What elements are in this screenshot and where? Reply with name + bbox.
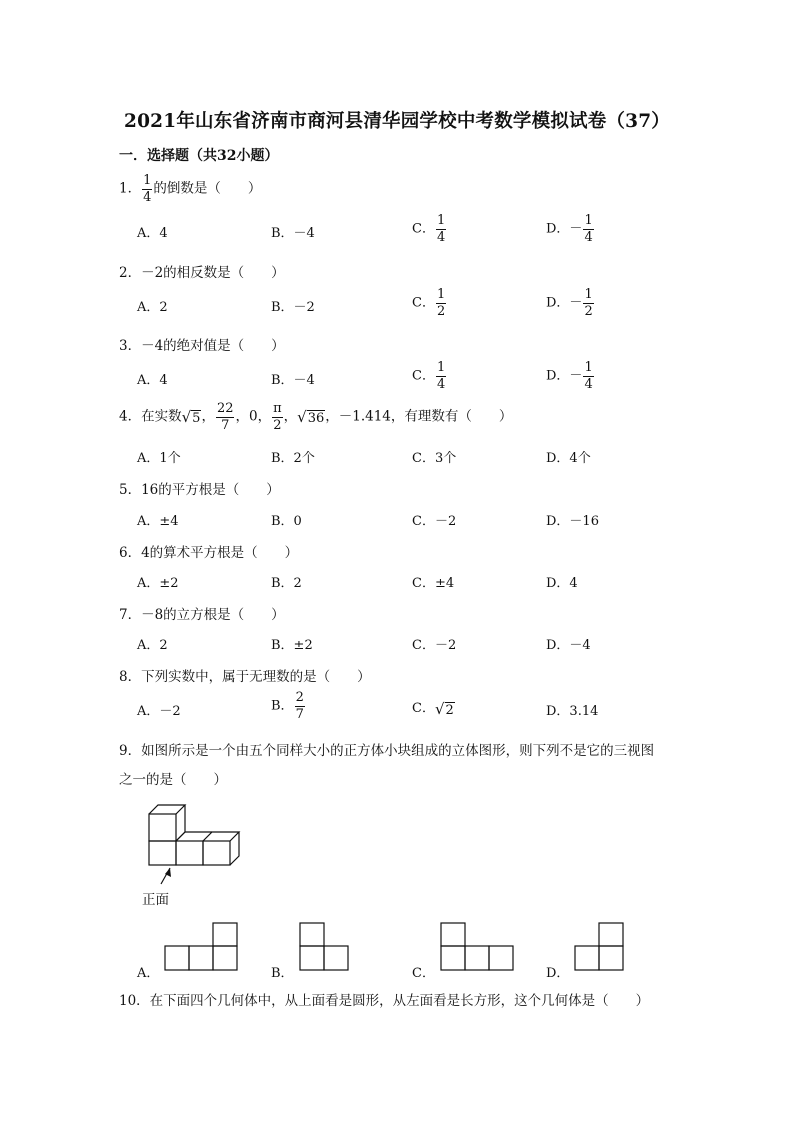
option-label: B． [271,698,294,714]
option-d: D．－4 [546,638,591,653]
question-stem: 的倒数是（ ） [153,180,262,197]
question-9-line-1: 9．如图所示是一个由五个同样大小的正方体小块组成的立体图形，则下列不是它的三视图 [119,743,655,759]
question-6: 6．4的算术平方根是（ ） [119,545,299,561]
cube-figure [130,800,270,910]
fraction [142,174,152,204]
option-a: A．±4 [137,514,179,529]
option-b: B．2个 [271,451,315,466]
separator: ， [283,408,298,425]
question-3: 3．－4的绝对值是（ ） [119,338,285,354]
denominator: 7 [295,706,304,722]
numerator: 1 [436,287,446,302]
separator: ， [201,408,215,425]
option-b: B．－4 [271,373,315,388]
fraction [583,288,593,318]
option-label: C． [412,701,435,716]
option-c: C．－2 [412,514,457,529]
option-a: A．±2 [137,576,179,591]
option-c: C． [412,966,435,981]
question-number: 1． [119,180,142,197]
option-d: D． [546,966,570,981]
denominator: 4 [584,376,593,392]
fraction [436,288,446,318]
option-a: A．2 [137,300,168,315]
option-b: B．－4 [271,226,315,241]
numerator: 2 [295,690,304,705]
option-d: D．3.14 [546,704,599,719]
fraction [583,214,593,244]
option-label: C． [412,368,435,384]
option-b: B． [271,966,294,981]
radical: √ 5 [181,408,201,427]
denominator: 2 [584,303,593,319]
radical: √ 36 [297,408,325,427]
option-c: C．－2 [412,638,457,653]
option-d [546,288,595,318]
numerator: 1 [584,287,593,302]
option-c [412,697,455,718]
question-2: 2．－2的相反数是（ ） [119,265,285,281]
question-8: 8．下列实数中，属于无理数的是（ ） [119,669,371,685]
numerator: 1 [143,173,152,188]
numerator: 1 [584,213,593,228]
separator: ，0， [235,408,272,425]
option-c: C．3个 [412,451,457,466]
view-a-icon [164,922,238,972]
fraction [216,402,235,432]
option-d [546,214,595,244]
option-b: B．－2 [271,300,315,315]
radicand: 2 [445,702,454,718]
view-b-icon [299,922,349,972]
option-c: C．±4 [412,576,455,591]
fraction [295,691,305,721]
option-c [412,361,447,391]
page-title: 2021年山东省济南市商河县清华园学校中考数学模拟试卷（37） [124,111,670,132]
fraction [436,214,446,244]
option-b: B．2 [271,576,302,591]
denominator: 4 [143,189,152,205]
option-b: B．0 [271,514,302,529]
question-stem-tail: ，－1.414，有理数有（ ） [325,408,513,425]
numerator: π [273,401,282,416]
denominator: 2 [436,303,446,319]
option-a: A． [137,966,160,981]
option-label: D．－ [546,368,583,384]
option-d: D．4个 [546,451,591,466]
question-5: 5．16的平方根是（ ） [119,482,280,498]
option-b [271,691,306,721]
question-1 [119,174,261,204]
fraction [272,402,283,432]
denominator: 4 [584,229,593,245]
option-a: A．－2 [137,704,181,719]
numerator: 22 [216,401,234,416]
radical: √ 2 [434,699,454,718]
option-a: A．1个 [137,451,181,466]
option-c [412,288,447,318]
option-d: D．4 [546,576,578,591]
option-label: C． [412,295,435,311]
view-d-icon [574,922,624,972]
option-b: B．±2 [271,638,313,653]
option-label: C． [412,221,435,237]
option-a: A．4 [137,226,168,241]
radicand: 36 [307,411,325,427]
view-c-icon [440,922,514,972]
option-c [412,214,447,244]
question-9-line-2: 之一的是（ ） [119,772,227,788]
question-7: 7．－8的立方根是（ ） [119,607,285,623]
fraction [583,361,593,391]
denominator: 7 [221,417,230,433]
numerator: 1 [584,360,593,375]
numerator: 1 [436,213,446,228]
question-stem: 4．在实数 [119,408,182,425]
numerator: 1 [436,360,446,375]
section-heading: 一．选择题（共32小题） [119,148,279,164]
option-d [546,361,595,391]
option-a: A．4 [137,373,168,388]
option-a: A．2 [137,638,168,653]
question-4 [119,402,512,432]
denominator: 4 [436,376,446,392]
denominator: 2 [273,417,282,433]
front-label: 正面 [142,892,169,907]
fraction [436,361,446,391]
option-label: D．－ [546,221,583,237]
option-d: D．－16 [546,514,599,529]
radicand: 5 [192,411,201,427]
denominator: 4 [436,229,446,245]
question-10: 10．在下面四个几何体中，从上面看是圆形，从左面看是长方形，这个几何体是（ ） [119,993,650,1009]
option-label: D．－ [546,295,583,311]
